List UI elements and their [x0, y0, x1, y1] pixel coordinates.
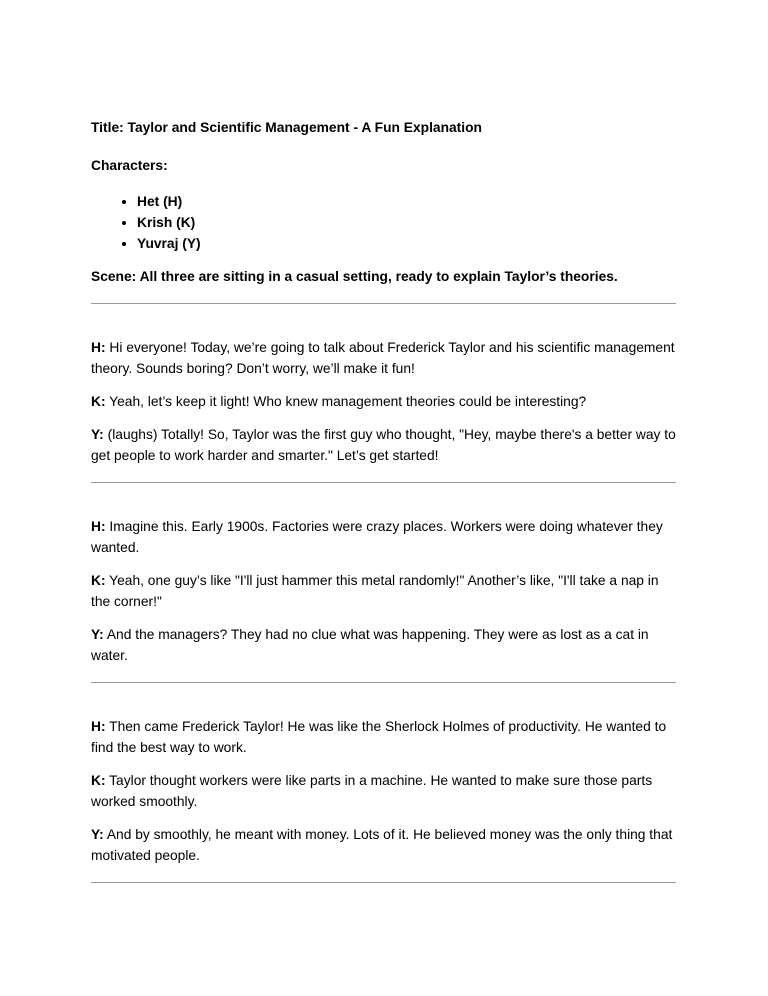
speaker-label: Y: — [91, 427, 104, 442]
speaker-label: Y: — [91, 827, 104, 842]
character-item: • Krish (K) — [137, 212, 676, 233]
characters-heading: Characters: — [91, 158, 168, 173]
character-item: • Het (H) — [137, 191, 676, 212]
dialogue-text: Imagine this. Early 1900s. Factories were crazy places. Workers were doing whatever they wanted. — [91, 519, 663, 555]
speaker-label: K: — [91, 573, 106, 588]
section-divider — [91, 482, 676, 483]
dialogue-text: And the managers? They had no clue what was happening. They were as lost as a cat in water. — [91, 627, 649, 663]
dialogue-paragraph — [91, 624, 676, 666]
dialogue-paragraph — [91, 770, 676, 812]
speaker-label: K: — [91, 394, 106, 409]
speaker-label: H: — [91, 519, 106, 534]
speaker-label: Y: — [91, 627, 104, 642]
dialogue-paragraph — [91, 570, 676, 612]
dialogue-text: (laughs) Totally! So, Taylor was the first guy who thought, "Hey, maybe there's a better way to get people to work harder and smarter." Let’s get started! — [91, 427, 676, 463]
doc-title: Title: Taylor and Scientific Management - A Fun Explanation — [91, 120, 482, 135]
dialogue-text: Yeah, let’s keep it light! Who knew management theories could be interesting? — [109, 394, 587, 409]
dialogue-text: Taylor thought workers were like parts in a machine. He wanted to make sure those parts worked smoothly. — [91, 773, 653, 809]
dialogue-text: Yeah, one guy’s like "I'll just hammer this metal randomly!" Another’s like, "I'll take a nap in the corner!" — [91, 573, 659, 609]
dialogue-paragraph — [91, 824, 676, 866]
dialogue-paragraph — [91, 391, 676, 412]
dialogue-paragraph — [91, 337, 676, 379]
dialogue-paragraph — [91, 424, 676, 466]
speaker-label: H: — [91, 719, 106, 734]
dialogue-text: Then came Frederick Taylor! He was like the Sherlock Holmes of productivity. He wanted to find the best way to work. — [91, 719, 667, 755]
characters-list — [91, 191, 676, 254]
section-divider — [91, 303, 676, 304]
speaker-label: H: — [91, 340, 106, 355]
dialogue-paragraph — [91, 516, 676, 558]
section-divider — [91, 682, 676, 683]
dialogue-paragraph — [91, 716, 676, 758]
scene-description: Scene: All three are sitting in a casual setting, ready to explain Taylor’s theories. — [91, 269, 618, 284]
dialogue-text: Hi everyone! Today, we’re going to talk about Frederick Taylor and his scientific management theory. Sounds boring? Don’t worry, we’ll make it fun! — [91, 340, 675, 376]
section-divider — [91, 882, 676, 883]
dialogue-text: And by smoothly, he meant with money. Lots of it. He believed money was the only thing that motivated people. — [91, 827, 673, 863]
speaker-label: K: — [91, 773, 106, 788]
character-item: • Yuvraj (Y) — [137, 233, 676, 254]
